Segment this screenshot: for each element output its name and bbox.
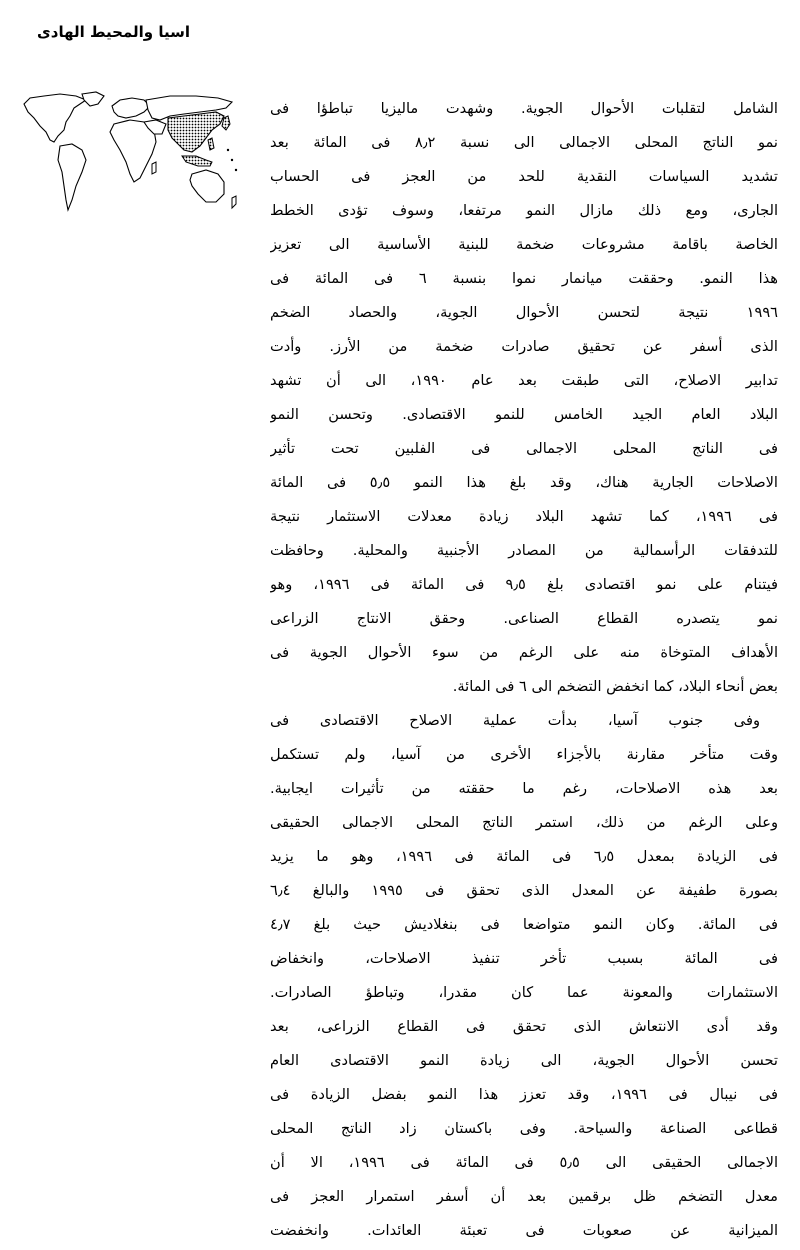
text-line: ١٩٩٦ نتيجة لتحسن الأحوال الجوية، والحصاد الضخم: [270, 304, 778, 321]
text-line: تحسن الأحوال الجوية، الى زيادة النمو الاقتصادى العام: [270, 1052, 778, 1069]
pacific-island: [231, 159, 233, 161]
text-line: الاصلاحات الجارية هناك، وقد بلغ هذا النمو ٥٫٥ فى المائة: [270, 474, 778, 491]
text-line: الاجمالى الحقيقى الى ٥٫٥ فى المائة فى ١٩٩٦، الا أن: [270, 1154, 778, 1171]
text-line: فى نيبال فى ١٩٩٦، وقد تعزز هذا النمو بفضل الزيادة فى: [270, 1086, 778, 1103]
text-line: الذى أسفر عن تحقيق صادرات ضخمة من الأرز. وأدت: [270, 338, 778, 355]
text-line: الأهداف المتوخاة منه على الرغم من سوء الأحوال الجوية فى: [270, 644, 778, 661]
text-line: معدل التضخم ظل برقمين بعد أن أسفر استمرار العجز فى: [270, 1188, 778, 1205]
text-line: بصورة طفيفة عن المعدل الذى تحقق فى ١٩٩٥ والبالغ ٦٫٤: [270, 882, 778, 899]
madagascar-shape: [152, 162, 156, 174]
new-zealand-shape: [232, 196, 236, 208]
running-header: اسيا والمحيط الهادى: [37, 23, 190, 41]
text-line: تدابير الاصلاح، التى طبقت بعد عام ١٩٩٠، الى أن تشهد: [270, 372, 778, 389]
south-america-shape: [58, 144, 86, 210]
text-line: هذا النمو. وحققت ميانمار نموا بنسبة ٦ فى المائة فى: [270, 270, 778, 287]
text-line: فى الزيادة بمعدل ٦٫٥ فى المائة فى ١٩٩٦، وهو ما يزيد: [270, 848, 778, 865]
text-line: للتدفقات الرأسمالية من المصادر الأجنبية والمحلية. وحافظت: [270, 542, 778, 559]
text-line: فى الناتج المحلى الاجمالى فى الفلبين تحت تأثير: [270, 440, 778, 457]
text-line-paragraph-start: وفى جنوب آسيا، بدأت عملية الاصلاح الاقتصادى فى: [270, 712, 760, 729]
text-line: فى المائة بسبب تأخر تنفيذ الاصلاحات، وانخفاض: [270, 950, 778, 967]
text-line: الميزانية عن صعوبات فى تعبئة العائدات. وانخفضت: [270, 1222, 778, 1239]
text-line: الاستثمارات والمعونة عما كان مقدرا، وتباطؤ الصادرات.: [270, 984, 778, 1001]
text-line: الجارى، ومع ذلك مازال النمو مرتفعا، وسوف تؤدى الخطط: [270, 202, 778, 219]
text-line: وقت متأخر مقارنة بالأجزاء الأخرى من آسيا، ولم تستكمل: [270, 746, 778, 763]
pacific-island: [235, 169, 237, 171]
text-line: فى ١٩٩٦، كما تشهد البلاد زيادة معدلات الاستثمار نتيجة: [270, 508, 778, 525]
north-america-shape: [24, 94, 86, 142]
text-line: الشامل لتقلبات الأحوال الجوية. وشهدت ماليزيا تباطؤا فى: [270, 100, 778, 117]
text-line: وقد أدى الانتعاش الذى تحقق فى القطاع الزراعى، بعد: [270, 1018, 778, 1035]
text-line: نمو الناتج المحلى الاجمالى الى نسبة ٨٫٢ فى المائة بعد: [270, 134, 778, 151]
text-line: الخاصة باقامة مشروعات ضخمة للبنية الأساسية الى تعزيز: [270, 236, 778, 253]
australia-shape: [190, 170, 224, 202]
asia-pacific-highlight-shape: [168, 112, 224, 152]
text-line: تشديد السياسات النقدية للحد من العجز فى الحساب: [270, 168, 778, 185]
indonesia-shape: [182, 156, 212, 166]
world-map-asia-pacific-highlight: [20, 90, 240, 230]
europe-shape: [112, 98, 150, 118]
text-line: وعلى الرغم من ذلك، استمر الناتج المحلى الاجمالى الحقيقى: [270, 814, 778, 831]
text-line: فيتنام على نمو اقتصادى بلغ ٩٫٥ فى المائة فى ١٩٩٦، وهو: [270, 576, 778, 593]
text-line: البلاد العام الجيد الخامس للنمو الاقتصادى. وتحسن النمو: [270, 406, 778, 423]
pacific-island: [227, 149, 229, 151]
text-line-paragraph-end: بعض أنحاء البلاد، كما انخفض التضخم الى ٦ فى المائة.: [452, 678, 778, 695]
text-line: قطاعى الصناعة والسياحة. وفى باكستان زاد الناتج المحلى: [270, 1120, 778, 1137]
greenland-shape: [82, 92, 104, 106]
text-line: نمو يتصدره القطاع الصناعى. وحقق الانتاج الزراعى: [270, 610, 778, 627]
philippines-shape: [208, 138, 214, 150]
text-line: فى المائة. وكان النمو متواضعا فى بنغلاديش حيث بلغ ٤٫٧: [270, 916, 778, 933]
text-line: بعد هذه الاصلاحات، رغم ما حققته من تأثيرات ايجابية.: [270, 780, 778, 797]
body-text: [270, 92, 778, 1248]
